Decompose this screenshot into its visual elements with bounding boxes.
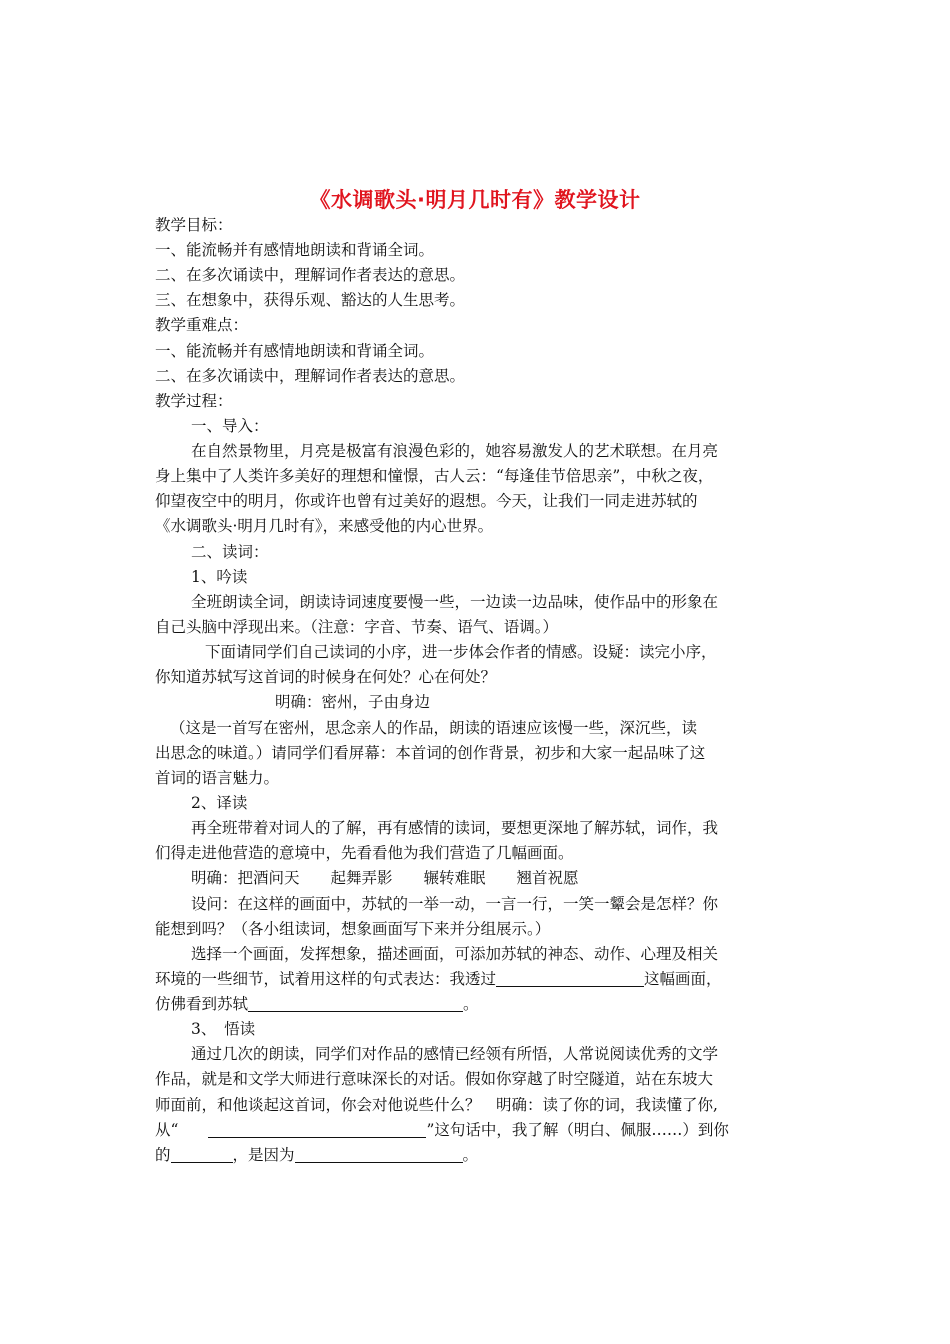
text-segment: 。 xyxy=(462,1146,479,1164)
section-heading-process: 教学过程： xyxy=(155,392,233,410)
fill-in-line xyxy=(155,994,479,1014)
text-segment: 环境的一些细节，试着用这样的句式表达：我透过 xyxy=(155,970,497,988)
text-line: 《水调歌头·明月几时有》，来感受他的内心世界。 xyxy=(155,517,494,535)
text-line: 仰望夜空中的明月，你或许也曾有过美好的遐想。今天，让我们一同走进苏轼的 xyxy=(155,492,698,510)
text-line: 一、能流畅并有感情地朗读和背诵全词。 xyxy=(155,241,435,259)
subheading-chant-reading: 1、吟读 xyxy=(191,568,248,586)
fill-in-line xyxy=(155,1145,478,1165)
text-segment: 仿佛看到苏轼 xyxy=(155,995,249,1013)
text-line: 出思念的味道。）请同学们看屏幕：本首词的创作背景，初步和大家一起品味了这 xyxy=(155,744,706,762)
subheading-translate-reading: 2、译读 xyxy=(191,794,248,812)
text-line: 选择一个画面，发挥想象，描述画面，可添加苏轼的神态、动作、心理及相关 xyxy=(191,945,719,963)
text-segment: ，是因为 xyxy=(232,1146,295,1164)
fill-blank[interactable] xyxy=(248,996,463,1012)
text-segment: 。 xyxy=(463,995,479,1013)
fill-blank[interactable] xyxy=(208,1122,426,1138)
section-heading-goals: 教学目标： xyxy=(155,216,233,234)
text-line: 通过几次的朗读，同学们对作品的感情已经领有所悟，人常说阅读优秀的文学 xyxy=(191,1045,719,1063)
text-line: 们得走进他营造的意境中，先看看他为我们营造了几幅画面。 xyxy=(155,844,574,862)
subheading-reading: 二、读词： xyxy=(191,543,269,561)
text-segment: ”这句话中，我了解（明白、佩服……）到你 xyxy=(426,1121,729,1139)
text-line: 作品，就是和文学大师进行意味深长的对话。假如你穿越了时空隧道，站在东坡大 xyxy=(155,1070,714,1088)
text-line: 首词的语言魅力。 xyxy=(155,769,280,787)
text-line: 师面前，和他谈起这首词，你会对他说些什么？ 明确：读了你的词，我读懂了你, xyxy=(155,1096,718,1114)
text-line: 三、在想象中，获得乐观、豁达的人生思考。 xyxy=(155,291,466,309)
answer-line: 明确：把酒问天 起舞弄影 辗转难眠 翘首祝愿 xyxy=(191,869,579,887)
text-line: 一、能流畅并有感情地朗读和背诵全词。 xyxy=(155,342,435,360)
subheading-insight-reading: 3、 悟读 xyxy=(191,1020,256,1038)
answer-line: 明确：密州，子由身边 xyxy=(275,693,431,711)
text-line: 二、在多次诵读中，理解词作者表达的意思。 xyxy=(155,266,466,284)
text-line: 全班朗读全词，朗读诗词速度要慢一些，一边读一边品味，使作品中的形象在 xyxy=(191,593,719,611)
text-line: （这是一首写在密州，思念亲人的作品，朗读的语速应该慢一些，深沉些，读 xyxy=(170,719,698,737)
text-line: 能想到吗？（各小组读词，想象画面写下来并分组展示。） xyxy=(155,920,551,938)
text-line: 身上集中了人类许多美好的理想和憧憬，古人云：“每逢佳节倍思亲”，中秋之夜， xyxy=(155,467,714,485)
text-line: 自己头脑中浮现出来。（注意：字音、节奏、语气、语调。） xyxy=(155,618,559,636)
fill-blank[interactable] xyxy=(295,1147,463,1163)
text-line: 下面请同学们自己读词的小序，进一步体会作者的情感。设疑：读完小序， xyxy=(205,643,717,661)
text-segment: 这幅画面， xyxy=(644,970,722,988)
text-segment: 从“ xyxy=(155,1121,179,1139)
text-segment: 的 xyxy=(155,1146,171,1164)
subheading-intro: 一、导入： xyxy=(191,417,269,435)
text-line: 再全班带着对词人的了解，再有感情的读词，要想更深地了解苏轼，词作，我 xyxy=(191,819,719,837)
fill-blank[interactable] xyxy=(171,1147,233,1163)
text-line: 二、在多次诵读中，理解词作者表达的意思。 xyxy=(155,367,466,385)
text-line: 设问：在这样的画面中，苏轼的一举一动，一言一行，一笑一颦会是怎样？你 xyxy=(191,895,719,913)
fill-in-line xyxy=(155,1120,729,1140)
fill-blank[interactable] xyxy=(496,971,644,987)
document-title: 《水调歌头·明月几时有》教学设计 xyxy=(309,188,641,212)
text-line: 在自然景物里，月亮是极富有浪漫色彩的，她容易激发人的艺术联想。在月亮 xyxy=(191,442,719,460)
text-line: 你知道苏轼写这首词的时候身在何处？心在何处？ xyxy=(155,668,497,686)
fill-in-line xyxy=(155,969,722,989)
section-heading-key-points: 教学重难点： xyxy=(155,316,249,334)
